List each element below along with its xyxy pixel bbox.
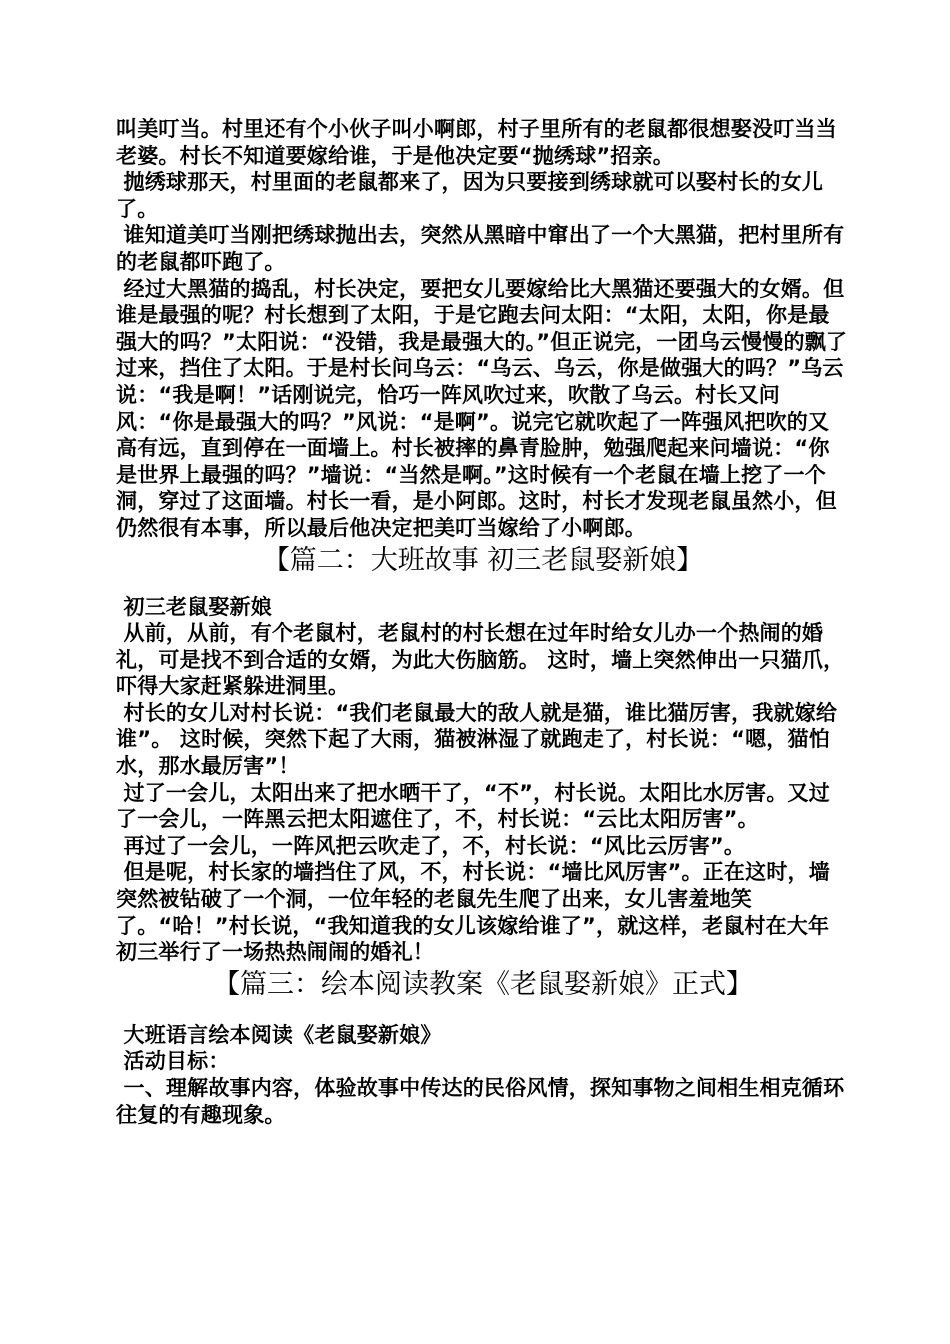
spacer [116,1004,850,1022]
paragraph: 活动目标： [116,1049,230,1074]
paragraph: 再过了一会儿，一阵风把云吹走了，不，村长说：“风比云厉害”。 [116,833,746,858]
paragraph: 村长的女儿对村长说：“我们老鼠最大的敌人就是猫，谁比猫厉害，我就嫁给谁”。 这时候，突然下起了大雨，猫被淋湿了就跑走了，村长说：“嗯，猫怕水，那水最厉害”！ [116,700,838,779]
subsection-title: 大班语言绘本阅读《老鼠娶新娘》 [116,1022,442,1047]
section-heading-3: 【篇三：绘本阅读教案《老鼠娶新娘》正式】 [213,968,753,1000]
paragraph: 从前，从前，有个老鼠村，老鼠村的村长想在过年时给女儿办一个热闹的婚礼，可是找不到合适的女婿，为此大伤脑筋。 这时，墙上突然伸出一只猫爪，吓得大家赶紧躲进洞里。 [116,621,845,699]
spacer [116,580,850,594]
document-body [116,116,850,1128]
subsection-title: 初三老鼠娶新娘 [116,594,272,619]
paragraph: 谁知道美叮当刚把绣球抛出去，突然从黑暗中窜出了一个大黑猫，把村里所有的老鼠都吓跑了。 [116,223,845,274]
paragraph: 经过大黑猫的捣乱，村长决定，要把女儿要嫁给比大黑猫还要强大的女婿。但谁是最强的呢？村长想到了太阳，于是它跑去问太阳：“太阳，太阳，你是最强大的吗？”太阳说：“没错，我是最强大的。”但正说完，一团乌云慢慢的飘了过来，挡住了太阳。于是村长问乌云：“乌云、乌云，你是做强大的吗？”乌云说：“我是啊！”话刚说完，恰巧一阵风吹过来，吹散了乌云。村长又问风：“你是最强大的吗？”风说：“是啊”。说完它就吹起了一阵强风把吹的又高有远，直到停在一面墙上。村长被摔的鼻青脸肿，勉强爬起来问墙说：“你是世界上最强的吗？”墙说：“当然是啊。”这时候有一个老鼠在墙上挖了一个洞，穿过了这面墙。村长一看，是小阿郎。这时，村长才发现老鼠虽然小，但仍然很有本事，所以最后他决定把美叮当嫁给了小啊郎。 [116,276,848,540]
paragraph: 抛绣球那天，村里面的老鼠都来了，因为只要接到绣球就可以娶村长的女儿了。 [116,170,824,221]
section-heading-2: 【篇二：大班故事 初三老鼠娶新娘】 [262,544,704,576]
paragraph: 过了一会儿，太阳出来了把水晒干了，“不”，村长说。太阳比水厉害。又过了一会儿，一阵黑云把太阳遮住了，不，村长说：“云比太阳厉害”。 [116,780,830,832]
paragraph: 叫美叮当。村里还有个小伙子叫小啊郎，村子里所有的老鼠都很想娶没叮当当老婆。村长不知道要嫁给谁，于是他决定要“抛绣球”招亲。 [116,117,837,168]
paragraph: 一、理解故事内容，体验故事中传达的民俗风情，探知事物之间相生相克循环往复的有趣现象。 [116,1076,845,1127]
paragraph: 但是呢，村长家的墙挡住了风，不，村长说：“墙比风厉害”。正在这时，墙突然被钻破了一个洞，一位年轻的老鼠先生爬了出来，女儿害羞地笑了。“哈！”村长说，“我知道我的女儿该嫁给谁了”，就这样，老鼠村在大年初三举行了一场热热闹闹的婚礼！ [116,860,830,965]
